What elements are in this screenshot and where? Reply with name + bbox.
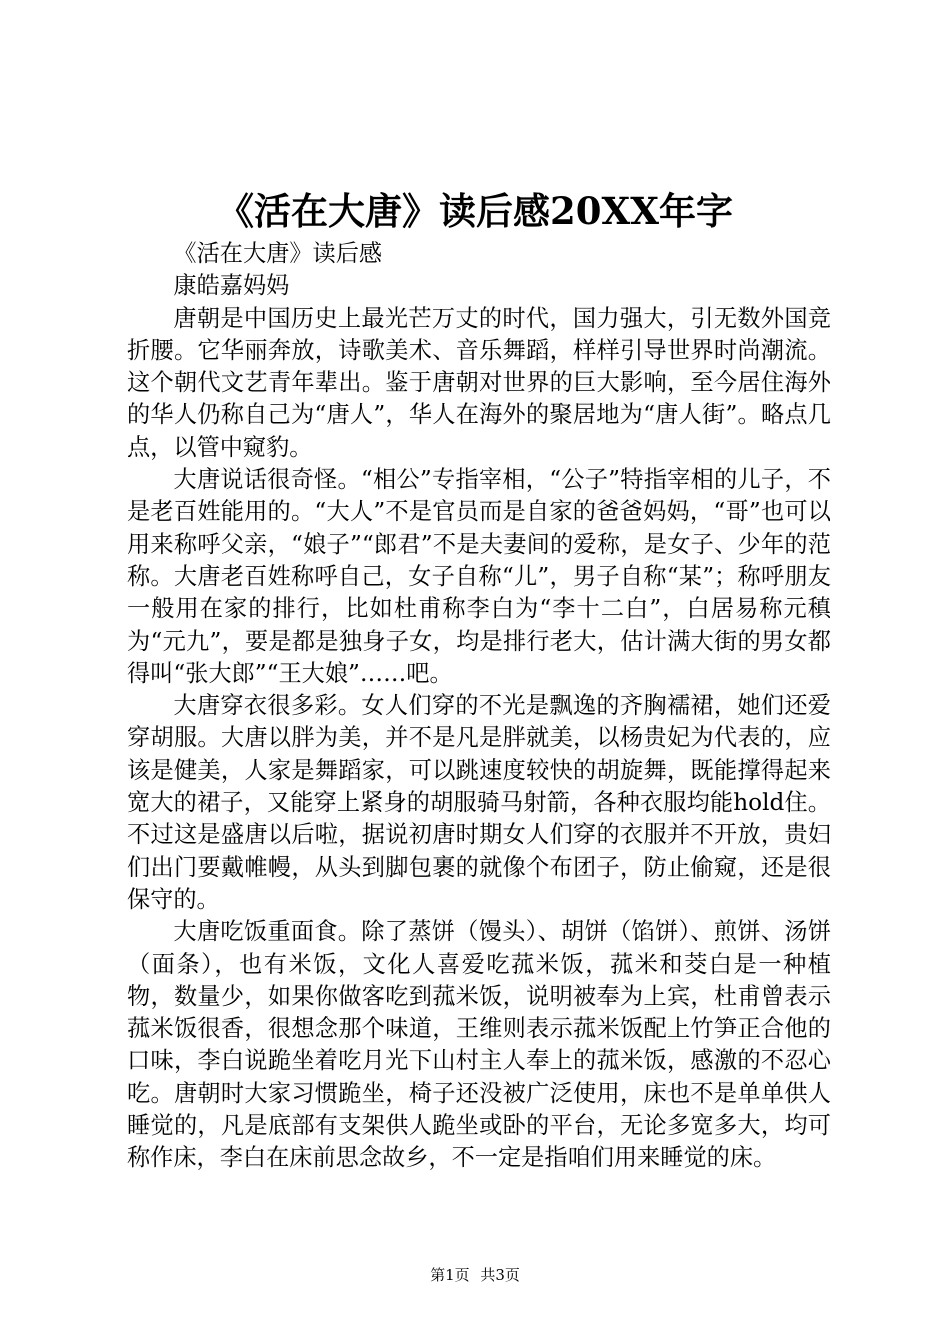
- paragraph: 大唐说话很奇怪。“相公”专指宰相，“公子”特指宰相的儿子，不是老百姓能用的。“大人”不是官员而是自家的爸爸妈妈，“哥”也可以用来称呼父亲，“娘子”“郎君”不是夫妻间的爱称，是女子、少年的范称。大唐老百姓称呼自己，女子自称“儿”，男子自称“某”；称呼朋友一般用在家的排行，比如杜甫称李白为“李十二白”，白居易称元稹为“元九”，要是都是独身子女，均是排行老大，估计满大街的男女都得叫“张大郎”“王大娘”……吧。: [127, 466, 831, 687]
- page-total: 共3页: [480, 1266, 520, 1284]
- paragraph: 大唐吃饭重面食。除了蒸饼（馒头）、胡饼（馅饼）、煎饼、汤饼（面条），也有米饭，文化人喜爱吃菰米饭，菰米和茭白是一种植物，数量少，如果你做客吃到菰米饭，说明被奉为上宾，杜甫曾表示菰米饭很香，很想念那个味道，王维则表示菰米饭配上竹笋正合他的口味，李白说跪坐着吃月光下山村主人奉上的菰米饭，感激的不忍心吃。唐朝时大家习惯跪坐，椅子还没被广泛使用，床也不是单单供人睡觉的，凡是底部有支架供人跪坐或卧的平台，无论多宽多大，均可称作床，李白在床前思念故乡，不一定是指咱们用来睡觉的床。: [127, 918, 831, 1172]
- page-number: 第1页: [430, 1266, 470, 1284]
- page-footer: [0, 1264, 950, 1285]
- paragraph-author: 康皓嘉妈妈: [173, 272, 290, 300]
- paragraph-subtitle: 《活在大唐》读后感: [173, 240, 383, 267]
- document-title: 《活在大唐》读后感20XX年字: [217, 189, 733, 233]
- paragraph: 大唐穿衣很多彩。女人们穿的不光是飘逸的齐胸襦裙，她们还爱穿胡服。大唐以胖为美，并不是凡是胖就美，以杨贵妃为代表的，应该是健美，人家是舞蹈家，可以跳速度较快的胡旋舞，既能撑得起来宽大的裙子，又能穿上紧身的胡服骑马射箭，各种衣服均能hold住。不过这是盛唐以后啦，据说初唐时期女人们穿的衣服并不开放，贵妇们出门要戴帷幔，从头到脚包裹的就像个布团子，防止偷窥，还是很保守的。: [127, 692, 831, 913]
- document-body: [127, 238, 831, 1175]
- paragraph: 唐朝是中国历史上最光芒万丈的时代，国力强大，引无数外国竞折腰。它华丽奔放，诗歌美术、音乐舞蹈，样样引导世界时尚潮流。这个朝代文艺青年辈出。鉴于唐朝对世界的巨大影响，至今居住海外的华人仍称自己为“唐人”，华人在海外的聚居地为“唐人街”。略点几点，以管中窥豹。: [127, 304, 831, 461]
